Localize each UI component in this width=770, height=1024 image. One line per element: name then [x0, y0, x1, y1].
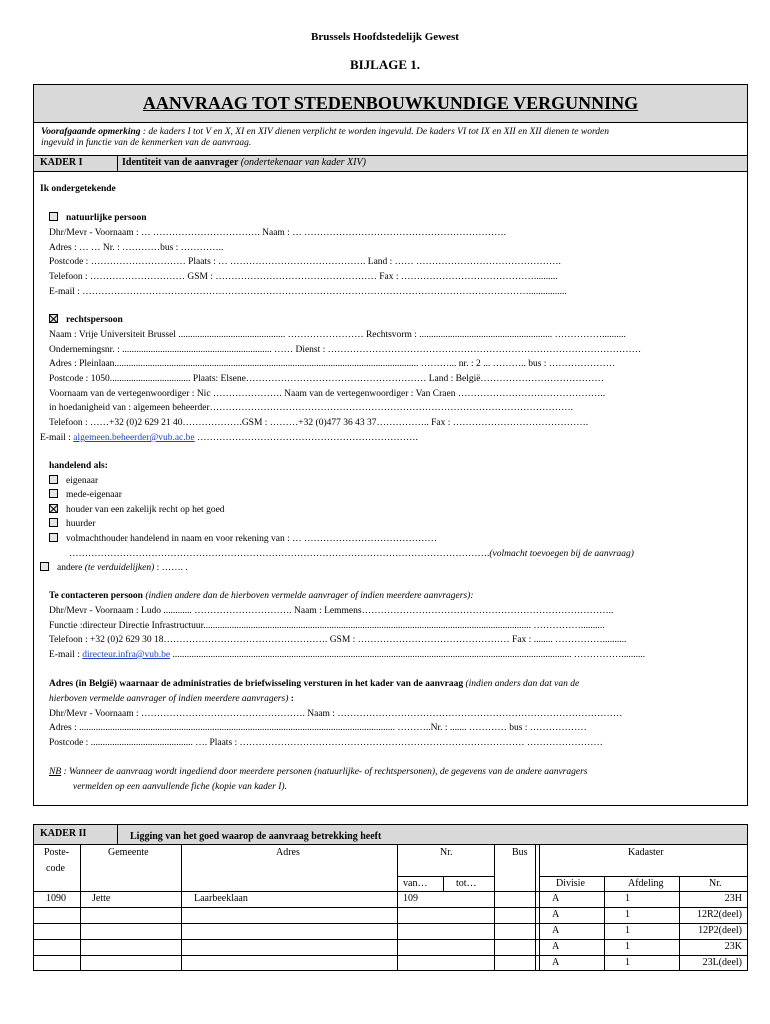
cad2-nr[interactable]: 12R2(deel) [697, 909, 742, 920]
legal-address-field[interactable]: Adres : Pleinlaan................................................................................................................................ ………... nr. : 2 ... ……….. bus : ………………… [49, 359, 616, 369]
acting-right-holder-option[interactable]: houder van een zakelijk recht op het goed [49, 504, 225, 516]
correspondence-heading-2: hierboven vermelde aanvrager of indien meerdere aanvragers) : [49, 694, 294, 704]
kader-1-title: Identiteit van de aanvrager (ondertekenaar van kader XIV) [122, 157, 366, 168]
col-adres-header: Adres [276, 847, 300, 858]
remark-label: Voorafgaande opmerking [41, 127, 141, 137]
col-afdeling-header: Afdeling [628, 878, 664, 889]
row1-postcode[interactable]: 1090 [46, 893, 66, 904]
proxy-note: (volmacht toevoegen bij de aanvraag) [489, 549, 634, 559]
row1-gemeente[interactable]: Jette [92, 893, 111, 904]
kader-2-section [33, 824, 748, 971]
legal-person-label: rechtspersoon [66, 315, 123, 325]
cad1-afdeling[interactable]: 1 [625, 893, 630, 904]
contact-email-link[interactable]: directeur.infra@vub.be [82, 650, 171, 660]
correspondence-heading: Adres (in België) waarnaar de administraties de briefwisseling versturen in het kader van de aanvraag (indien anders dan dat van de [49, 679, 580, 689]
natural-person-label: natuurlijke persoon [66, 213, 147, 223]
natural-postcode-field[interactable]: Postcode : ………………………… Plaats : … ……………………………………. Land : …… ………………………………………. [49, 257, 561, 267]
cad4-divisie[interactable]: A [552, 941, 560, 952]
contact-phone-field[interactable]: Telefoon : +32 (0)2 629 30 18……………………………………………. GSM : ………………………………………… Fax : ........ …………….......... [49, 635, 627, 645]
legal-company-number-field[interactable]: Ondernemingsnr. : ............................................................... …… Dienst : ……………………………………………………………………………………… [49, 345, 642, 355]
intro-text: Ik ondergetekende [40, 184, 116, 194]
acting-co-owner-option[interactable]: mede-eigenaar [49, 489, 122, 501]
cad1-divisie[interactable]: A [552, 893, 560, 904]
preliminary-remark [41, 127, 741, 149]
owner-checkbox[interactable] [49, 475, 58, 484]
kader-1-header [34, 155, 747, 172]
cad3-divisie[interactable]: A [552, 925, 560, 936]
acting-other-option[interactable]: andere (te verduidelijken) : ……. . [40, 562, 188, 574]
kader-2-header [34, 825, 747, 845]
legal-person-option[interactable] [49, 314, 123, 326]
cad3-nr[interactable]: 12P2(deel) [698, 925, 742, 936]
col-gemeente-header: Gemeente [108, 847, 149, 858]
cad2-afdeling[interactable]: 1 [625, 909, 630, 920]
legal-email-field: E-mail : algemeen.beheerder@vub.ac.be ……………………………………………………………. [40, 433, 418, 443]
kader-2-title: Ligging van het goed waarop de aanvraag betrekking heeft [130, 831, 382, 842]
cad4-nr[interactable]: 23K [724, 941, 742, 952]
row1-van[interactable]: 109 [403, 893, 418, 904]
legal-email-link[interactable]: algemeen.beheerder@vub.ac.be [73, 433, 195, 443]
legal-phone-field[interactable]: Telefoon : ……+32 (0)2 629 21 40……………….GSM : ………+32 (0)477 36 43 37…………….. Fax : ……………………………………. [49, 418, 589, 428]
annex-heading: BIJLAGE 1. [349, 57, 421, 72]
other-checkbox[interactable] [40, 562, 49, 571]
col-kad-nr-header: Nr. [709, 878, 722, 889]
nb-note-2: vermelden op een aanvullende fiche (kopie van kader I). [73, 782, 287, 792]
natural-person-checkbox[interactable] [49, 212, 58, 221]
legal-postcode-field[interactable]: Postcode : 1050.................................. Plaats: Elsene………………………………………………… Land : België………………………………… [49, 374, 604, 384]
contact-name-field[interactable]: Dhr/Mevr - Voornaam : Ludo ............ …………………………. Naam : Lemmens…………………………………………………………………….. [49, 606, 614, 616]
col-bus-header: Bus [512, 847, 528, 858]
row1-adres[interactable]: Laarbeeklaan [194, 893, 248, 904]
contact-function-field[interactable]: Functie :directeur Directie Infrastructuur.......................................................................................................................................... …………….......... [49, 621, 605, 631]
proxy-line[interactable]: …………………………………………………………………………………………………………………….(volmacht toevoegen bij de aanvraag) [69, 549, 634, 559]
cad2-divisie[interactable]: A [552, 909, 560, 920]
remark-text-2: ingevuld in functie van de kenmerken van de aanvraag. [41, 138, 252, 148]
col-kadaster-header: Kadaster [628, 847, 664, 858]
remark-text: : de kaders I tot V en X, XI en XIV dienen verplicht te worden ingevuld. De kaders VI tot IX en XII en XII dienen te worden [140, 127, 610, 137]
nb-note: NB : Wanneer de aanvraag wordt ingediend door meerdere personen (natuurlijke- of rechtspersonen), de gegevens van de andere aanvragers [49, 767, 588, 777]
natural-name-field[interactable]: Dhr/Mevr - Voornaam : … ……………………………. Naam : … ………………………………………………………. [49, 228, 506, 238]
correspondence-name-field[interactable]: Dhr/Mevr - Voornaam : ……………………………………………. Naam : ……………………………………………………………………………… [49, 709, 623, 719]
region-heading: Brussels Hoofdstedelijk Gewest [311, 31, 459, 43]
kader-1-section [33, 84, 748, 806]
correspondence-postcode-field[interactable]: Postcode : ........................................... …. Plaats : ……………………………………………………………………………… …………………… [49, 738, 603, 748]
col-divisie-header: Divisie [556, 878, 585, 889]
correspondence-address-field[interactable]: Adres : ..................................................................................................................................... ………..Nr. : ....... ………… bus : ……………… [49, 723, 587, 733]
tenant-checkbox[interactable] [49, 518, 58, 527]
cad5-nr[interactable]: 23L(deel) [702, 957, 742, 968]
cad4-afdeling[interactable]: 1 [625, 941, 630, 952]
legal-person-checkbox[interactable] [49, 314, 58, 323]
right-holder-checkbox[interactable] [49, 504, 58, 513]
col-nr-header: Nr. [440, 847, 453, 858]
co-owner-checkbox[interactable] [49, 489, 58, 498]
natural-email-field[interactable]: E-mail : ……………………………………………………………………………………………………………………………................ [49, 287, 567, 297]
acting-tenant-option[interactable]: huurder [49, 518, 96, 530]
natural-phone-field[interactable]: Telefoon : ………………………… GSM : …………………………………………… Fax : …………………………………….......... [49, 272, 558, 282]
col-van-header: van… [403, 878, 428, 889]
contact-heading: Te contacteren persoon (indien andere dan de hierboven vermelde aanvrager of indien meerdere aanvragers): [49, 591, 474, 601]
cad1-nr[interactable]: 23H [724, 893, 742, 904]
col-tot-header: tot… [456, 878, 477, 889]
contact-email-field: E-mail : directeur.infra@vub.be ........................................................................................................................................................................ …………….......... [49, 650, 646, 660]
kader-1-title-note: (ondertekenaar van kader XIV) [240, 157, 366, 168]
acting-as-heading: handelend als: [49, 461, 108, 471]
col-postcode-header-2: code [46, 863, 65, 874]
natural-person-option[interactable] [49, 212, 147, 224]
acting-owner-option[interactable]: eigenaar [49, 475, 98, 487]
kader-2-label: KADER II [40, 828, 87, 839]
cad5-afdeling[interactable]: 1 [625, 957, 630, 968]
natural-address-field[interactable]: Adres : … … Nr. : …………bus : ………….. [49, 243, 224, 253]
form-title: AANVRAAG TOT STEDENBOUWKUNDIGE VERGUNNING [34, 85, 747, 123]
legal-capacity-field[interactable]: in hoedanigheid van : algemeen beheerder……………………………………………………………………………………………………. [49, 403, 574, 413]
legal-representative-field[interactable]: Voornaam van de vertegenwoordiger : Nic …………………. Naam van de vertegenwoordiger : Van Craen ……………………………………….. [49, 389, 606, 399]
proxy-checkbox[interactable] [49, 533, 58, 542]
kader-1-label: KADER I [40, 157, 83, 168]
acting-proxy-option[interactable]: volmachthouder handelend in naam en voor rekening van : … …………………………………… [49, 533, 437, 545]
cad3-afdeling[interactable]: 1 [625, 925, 630, 936]
col-postcode-header: Poste- [44, 847, 69, 858]
legal-name-field[interactable]: Naam : Vrije Universiteit Brussel ............................................. …………………… Rechtsvorm : ........................................................ …………….......... [49, 330, 626, 340]
cad5-divisie[interactable]: A [552, 957, 560, 968]
